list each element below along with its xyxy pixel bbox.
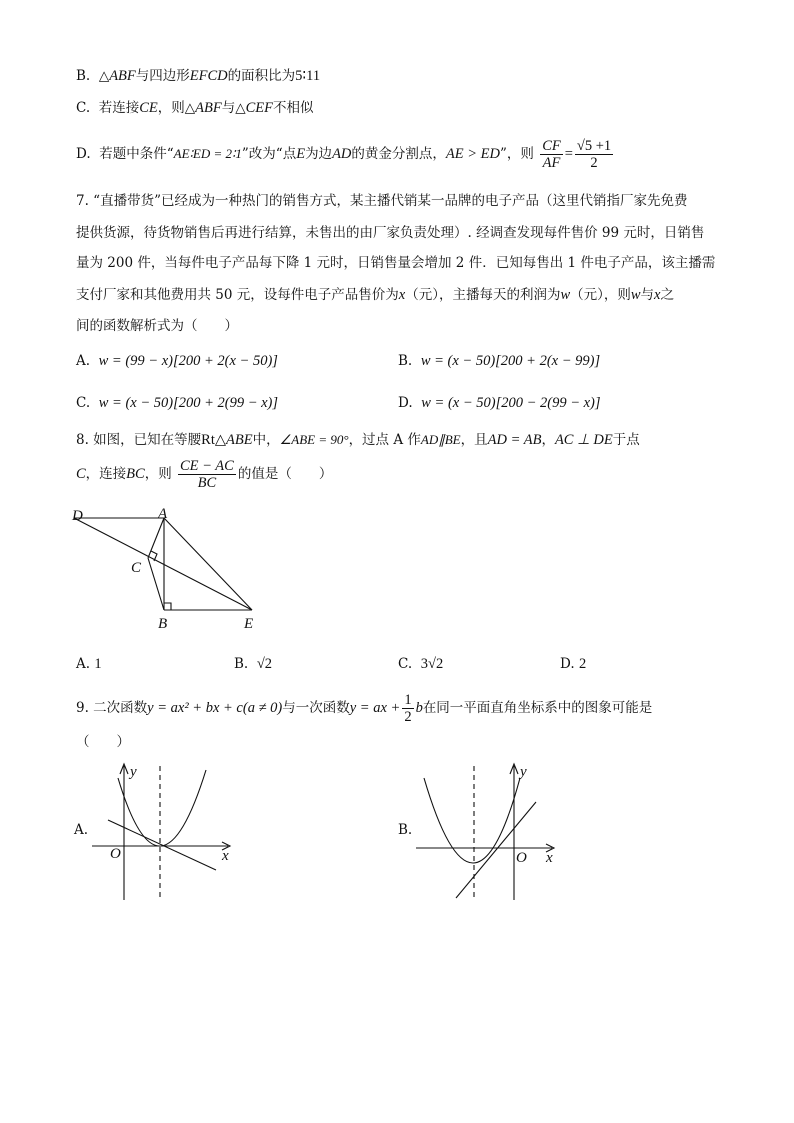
q7-option-d[interactable] xyxy=(398,393,601,413)
q7-line-4 xyxy=(76,285,674,305)
text: ”改为“点 xyxy=(241,146,297,162)
text: ，且 xyxy=(460,432,488,448)
option-value: 3√2 xyxy=(420,656,444,672)
math: Rt△ xyxy=(201,432,227,448)
text: （元），则 xyxy=(570,287,631,303)
label-d: D xyxy=(72,508,83,524)
origin-label: O xyxy=(516,850,527,866)
q9-line-2: （ ） xyxy=(76,734,130,750)
right-angle-mark-b xyxy=(164,603,171,610)
text: ，过点 A 作 xyxy=(348,432,421,448)
math: C xyxy=(76,466,86,482)
q9-graph-b xyxy=(414,758,564,904)
text: 支付厂家和其他费用共 50 元，设每件电子产品售价为 xyxy=(76,287,399,303)
option-expr: w = (x − 50)[200 + 2(x − 99)] xyxy=(420,353,601,369)
option-value: √2 xyxy=(256,656,273,672)
fraction-cf-af xyxy=(540,138,563,171)
denominator: 2 xyxy=(590,155,598,171)
text: 的黄金分割点， xyxy=(351,146,446,162)
option-label: B. xyxy=(398,822,413,838)
q6-option-b xyxy=(76,66,320,86)
denominator: AF xyxy=(542,155,561,171)
math: ABF xyxy=(109,68,136,84)
option-label: D. xyxy=(76,146,91,162)
text: 不相似 xyxy=(273,100,314,116)
option-label: C. xyxy=(76,100,91,116)
math: y = ax² + bx + c(a ≠ 0) xyxy=(147,700,283,716)
text: ，则△ xyxy=(157,100,196,116)
q6-option-c xyxy=(76,98,314,118)
q7-option-a[interactable] xyxy=(76,351,278,371)
text: 的面积比为 xyxy=(227,68,296,84)
option-label: C. xyxy=(398,656,413,672)
math: 5∶11 xyxy=(295,68,321,84)
q8-option-c[interactable] xyxy=(398,654,443,674)
option-label: A. xyxy=(74,822,89,838)
text: 与一次函数 xyxy=(282,700,350,716)
y-label: y xyxy=(130,764,137,780)
math: BC xyxy=(126,466,145,482)
text: 与四边形 xyxy=(135,68,190,84)
option-value: 1 xyxy=(94,656,102,672)
segment-ae xyxy=(164,518,252,610)
q7-line-5: 间的函数解析式为（ ） xyxy=(76,318,238,334)
q8-line-1 xyxy=(76,430,640,450)
text: 与 xyxy=(640,287,655,303)
option-label: B. xyxy=(398,353,413,369)
math: w xyxy=(630,287,641,303)
option-expr: w = (x − 50)[200 − 2(99 − x)] xyxy=(421,395,601,411)
math: x xyxy=(398,287,406,303)
label-a: A xyxy=(158,506,168,522)
q8-option-b[interactable] xyxy=(234,654,272,674)
text: 9. 二次函数 xyxy=(76,700,148,716)
text: 于点 xyxy=(612,432,640,448)
option-label: A. xyxy=(76,656,91,672)
fraction-golden xyxy=(575,138,613,171)
origin-label: O xyxy=(110,846,121,862)
math: ABF xyxy=(195,100,222,116)
text: 与△ xyxy=(221,100,246,116)
option-label: D. xyxy=(398,395,413,411)
option-value: 2 xyxy=(578,656,587,672)
math: CEF xyxy=(245,100,274,116)
text: ，连接 xyxy=(85,466,127,482)
math: AD xyxy=(332,146,352,162)
q9-option-b[interactable] xyxy=(398,820,412,840)
numerator: √5 +1 xyxy=(576,138,612,154)
math: AE > ED xyxy=(445,146,500,162)
label-b: B xyxy=(158,616,168,630)
math: w xyxy=(560,287,571,303)
x-label: x xyxy=(546,850,553,866)
text: ”，则 xyxy=(499,146,534,162)
fraction-ce-ac-bc xyxy=(178,458,236,491)
denominator: 2 xyxy=(404,709,412,725)
text: 之 xyxy=(660,287,674,303)
text: 若题中条件“ xyxy=(99,146,174,162)
text: ，则 xyxy=(144,466,172,482)
text: 中， xyxy=(252,432,280,448)
q8-option-a[interactable] xyxy=(76,654,102,674)
q8-option-d[interactable] xyxy=(560,654,586,674)
math: AC ⊥ DE xyxy=(554,432,613,448)
text: 若连接 xyxy=(98,100,140,116)
text: 为边 xyxy=(305,146,333,162)
segment-cb xyxy=(148,558,164,610)
option-expr: w = (99 − x)[200 + 2(x − 50)] xyxy=(98,353,278,369)
text: 的值是（ ） xyxy=(237,466,333,482)
option-label: C. xyxy=(76,395,91,411)
numerator: 1 xyxy=(404,692,412,708)
math: CE xyxy=(139,100,158,116)
parabola xyxy=(118,770,206,846)
q8-line-2 xyxy=(76,456,332,492)
fraction-half xyxy=(402,692,413,725)
text: ， xyxy=(541,432,555,448)
option-label: A. xyxy=(76,353,91,369)
math: y = ax + xyxy=(349,700,401,716)
q7-line-1: 7. “直播带货”已经成为一种热门的销售方式，某主播代销某一品牌的电子产品（这里代销指厂家先免费 xyxy=(76,193,688,209)
segment-ac xyxy=(148,518,164,558)
q8-geometry-figure xyxy=(66,504,276,630)
text: （元），主播每天的利润为 xyxy=(405,287,561,303)
math: E xyxy=(296,146,306,162)
math: AD = AB xyxy=(487,432,542,448)
option-label: B. xyxy=(76,68,91,84)
label-c: C xyxy=(131,560,142,576)
text: 在同一平面直角坐标系中的图象可能是 xyxy=(422,700,653,716)
math: b xyxy=(415,700,423,716)
x-label: x xyxy=(222,848,229,864)
q7-line-3: 量为 200 件，当每件电子产品每下降 1 元时，日销售量会增加 2 件．已知每售出 1 件电子产品，该主播需 xyxy=(76,255,716,271)
y-label: y xyxy=(520,764,527,780)
q9-graph-a xyxy=(90,758,240,904)
q9-line-1 xyxy=(76,690,652,726)
q6-option-d xyxy=(76,136,615,172)
label-e: E xyxy=(244,616,254,630)
equals: = xyxy=(564,146,573,162)
math: ∠ABE = 90° xyxy=(279,432,349,447)
math: EFCD xyxy=(189,68,228,84)
numerator: CF xyxy=(542,138,561,154)
math: x xyxy=(654,287,661,303)
math: AE∶ED = 2∶1 xyxy=(173,146,242,161)
q7-option-c[interactable] xyxy=(76,393,278,413)
q9-option-a[interactable] xyxy=(74,820,88,840)
denominator: BC xyxy=(197,475,217,491)
math: AD∥BE xyxy=(420,432,461,447)
option-expr: w = (x − 50)[200 + 2(99 − x)] xyxy=(98,395,279,411)
math: ABE xyxy=(226,432,253,448)
text: 8. 如图，已知在等腰 xyxy=(76,432,202,448)
option-label: B. xyxy=(234,656,249,672)
text: △ xyxy=(98,68,110,84)
parabola xyxy=(424,778,520,863)
q7-option-b[interactable] xyxy=(398,351,600,371)
numerator: CE − AC xyxy=(180,458,234,474)
q7-line-2: 提供货源，待货物销售后再进行结算，未售出的由厂家负责处理）. 经调查发现每件售价 99 元时，日销售 xyxy=(76,225,705,241)
segment-de xyxy=(74,518,252,610)
option-label: D. xyxy=(560,656,575,672)
